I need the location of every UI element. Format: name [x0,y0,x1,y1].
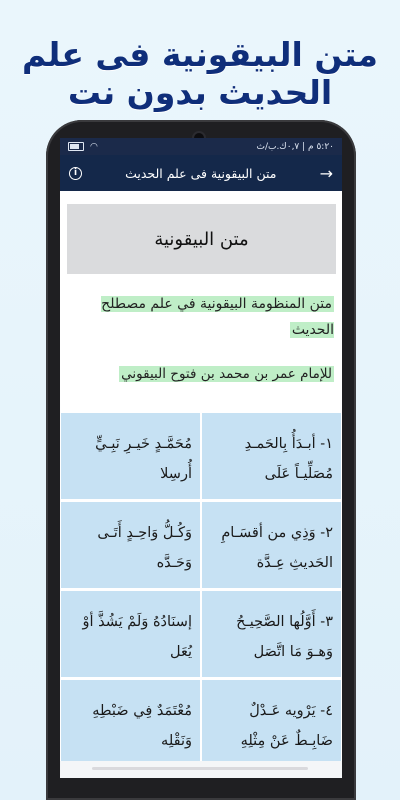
status-time: ٥:٢٠ م | ٠,٧ك.ب/ث [256,141,334,152]
arrow-icon[interactable]: → [319,163,333,183]
promo-title [0,36,400,112]
promo-title-line2: الحديث بدون نت [67,73,333,112]
info-icon[interactable]: i [69,167,82,180]
verse-second-hemistich: وَكُـلُّ وَاحِـدٍ أَتَـى وَحَـدَّه [61,502,200,588]
home-indicator[interactable] [92,767,308,770]
phone-screen [60,138,342,778]
verse-second-hemistich: مُعْتَمَدٌ فِي ضَبْطِهِ وَنَقْلِه [61,680,200,761]
heading-box [67,204,336,274]
page-heading: متن البيقونية [154,228,249,250]
status-bar [60,138,342,155]
status-icons [68,142,98,152]
verse-first-hemistich: ٢- وَذِي من أقسَـامِ الحَديثِ عِـدَّة [202,502,341,588]
verse-first-hemistich: ٤- يَرْويه عَـدْلٌ ضَابِـطٌ عَنْ مِثْلِهِ [202,680,341,761]
app-bar [60,155,342,191]
verse-row [60,591,342,677]
author-text [70,361,334,387]
author-highlight: للإمام عمر بن محمد بن فتوح البيقوني [121,366,332,382]
verse-row [60,680,342,761]
verse-second-hemistich: مُحَمَّـدٍ خَيـرِ نَبِـيٍّ أُرسِلا [61,413,200,499]
verses-list [60,413,342,761]
intro-highlight: متن المنظومة البيقونية في علم مصطلح الحديث [101,296,334,338]
verse-first-hemistich: ١- أبـدَأُ بِالحَمـدِ مُصَلِّيـاً عَلَى [202,413,341,499]
wifi-icon: ◠ [90,141,98,152]
verse-row [60,413,342,499]
app-title: متن البيقونية فى علم الحديث [125,165,277,181]
content-area[interactable] [60,191,342,761]
intro-text [70,291,334,343]
verse-row [60,502,342,588]
verse-second-hemistich: إسنَادُهُ وَلَمْ يَشُذَّ أوْ يُعَل [61,591,200,677]
battery-icon [68,142,84,151]
verse-first-hemistich: ٣- أَوَّلُها الصَّحِيـحُ وَهـوَ مَا اتَّصَل [202,591,341,677]
promo-title-line1: متن البيقونية فى علم [22,35,378,74]
